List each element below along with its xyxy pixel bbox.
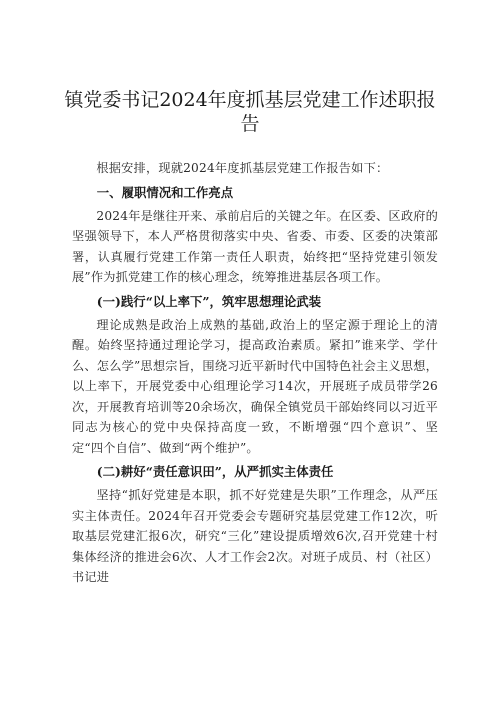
document-title: 镇党委书记2024年度抓基层党建工作述职报告	[64, 89, 436, 135]
subsection2-paragraph: 坚持“抓好党建是本职，抓不好党建是失职”工作理念，从严压实主体责任。2024年召开党委会专题研究基层党建工作12次，听取基层党建汇报6次，研究“三化”建设提质增效6次,召开党建十村集体经济的推进会6次、人才工作会2次。对班子成员、村（社区）书记进	[72, 488, 438, 584]
section-heading-1: 一、履职情况和工作亮点	[96, 184, 234, 200]
section1-paragraph: 2024年是继往开来、承前启后的关键之年。在区委、区政府的坚强领导下，本人严格贯彻落实中央、省委、市委、区委的决策部署，认真履行党建工作第一责任人职责，始终把“坚持党建引领发展”作为抓党建工作的核心理念，统筹推进基层各项工作。	[72, 208, 438, 284]
intro-paragraph: 根据安排，现就2024年度抓基层党建工作报告如下：	[96, 161, 389, 175]
document-body	[72, 158, 438, 588]
subsection-heading-1: (一)践行“以上率下”，筑牢思想理论武装	[96, 293, 322, 309]
subsection1-paragraph: 理论成熟是政治上成熟的基础,政治上的坚定源于理论上的清醒。始终坚持通过理论学习，提高政治素质。紧扣”谁来学、学什么、怎么学”思想宗旨，围绕习近平新时代中国特色社会主义思想，以上率下，开展党委中心组理论学习14次，开展班子成员带学26次，开展教育培训等20余场次，确保全镇党员干部始终同以习近平同志为核心的党中央保持高度一致，不断增强“四个意识”、坚定“四个自信”、做到“两个维护”。	[72, 317, 438, 455]
subsection-heading-2: (二)耕好“责任意识田”，从严抓实主体责任	[96, 464, 334, 479]
